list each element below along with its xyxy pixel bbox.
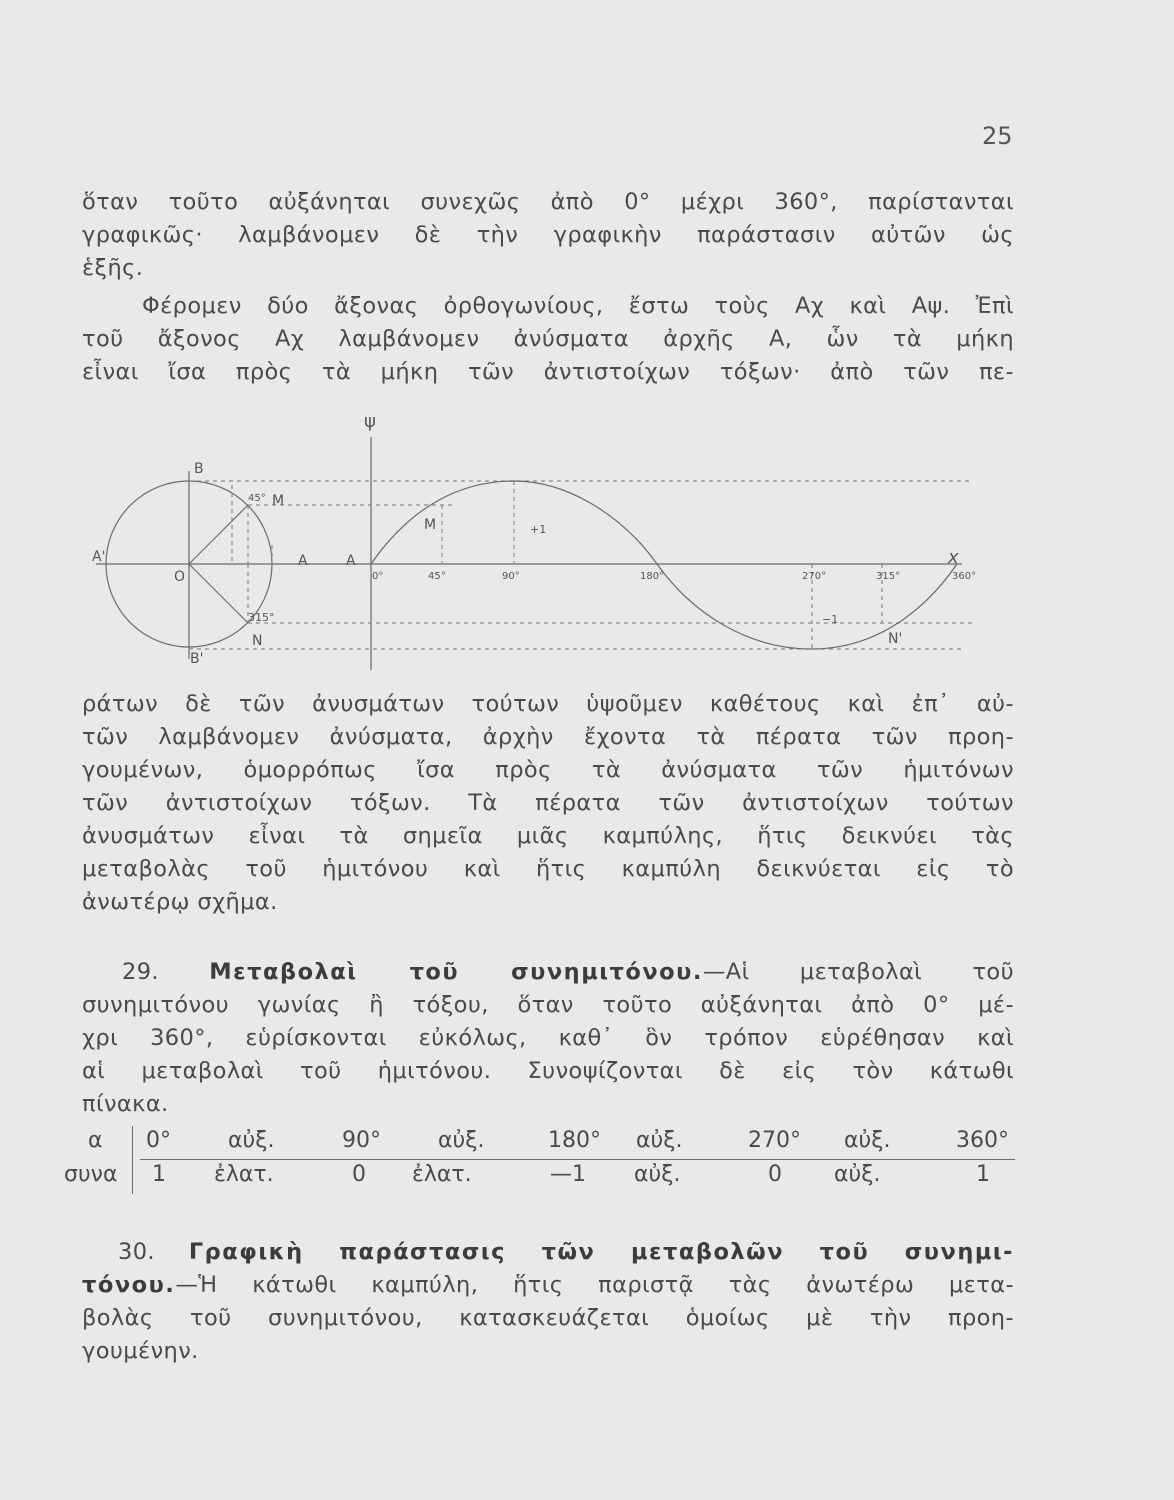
text-line [82, 1269, 1014, 1302]
text-line: τῶν ἀντιστοίχων τόξων. Τὰ πέρατα τῶν ἀντιστοίχων τούτων [82, 790, 1014, 816]
table-cell: 90° [342, 1128, 381, 1153]
tick-90: 90° [502, 571, 520, 582]
paragraph-intro [82, 186, 1014, 285]
table-cell: ἐλατ. [214, 1162, 274, 1187]
text-line: συνημιτόνου γωνίας ἢ τόξου, ὅταν τοῦτο αὐξάνηται ἀπὸ 0° μέ- [82, 992, 1014, 1018]
label-minus-one: −1 [822, 613, 839, 626]
text-line: γουμένην. [82, 1338, 199, 1364]
table-cell: 0 [352, 1162, 366, 1187]
text-line: πίνακα. [82, 1091, 169, 1117]
text-line: βολὰς τοῦ συνημιτόνου, κατασκευάζεται ὁμοίως μὲ τὴν προη- [82, 1305, 1014, 1331]
label-plus-one: +1 [530, 523, 547, 536]
table-cell: αὐξ. [438, 1128, 485, 1153]
sine-curve-figure [82, 405, 1014, 685]
table-cell: 360° [956, 1128, 1009, 1153]
text-line: αἱ μεταβολαὶ τοῦ ἡμιτόνου. Συνοψίζονται δὲ εἰς τὸν κάτωθι [82, 1058, 1014, 1084]
tick-360: 360° [952, 571, 977, 582]
text-line: τῶν λαμβάνομεν ἀνύσματα, ἀρχὴν ἔχοντα τὰ πέρατα τῶν προη- [82, 724, 1014, 750]
paragraph-construction [82, 688, 1014, 919]
section-30-title: Γραφικὴ παράστασις τῶν μεταβολῶν τοῦ συνημι- [188, 1239, 1015, 1265]
tick-45: 45° [428, 571, 446, 582]
table-cell: 1 [976, 1162, 990, 1187]
table-cell: α [88, 1128, 103, 1153]
paragraph-axes [82, 290, 1014, 389]
text-line: εἶναι ἴσα πρὸς τὰ μήκη τῶν ἀντιστοίχων τόξων· ἀπὸ τῶν πε- [82, 359, 1014, 385]
text-line: ἀνυσμάτων εἶναι τὰ σημεῖα μιᾶς καμπύλης, ἥτις δεικνύει τὰς [82, 823, 1014, 849]
table-cell: αὐξ. [844, 1128, 891, 1153]
tick-315: 315° [876, 571, 901, 582]
text-line: ράτων δὲ τῶν ἀνυσμάτων τούτων ὑψοῦμεν καθέτους καὶ ἐπ᾽ αὐ- [82, 691, 1014, 717]
table-row-alpha [60, 1126, 1015, 1160]
section-30-title-cont: τόνου. [82, 1272, 176, 1298]
label-B-prime: B' [190, 651, 204, 667]
tick-270: 270° [802, 571, 827, 582]
radius-45 [189, 505, 248, 564]
text-line: μεταβολὰς τοῦ ἡμιτόνου καὶ ἥτις καμπύλη δεικνύεται εἰς τὸ [82, 856, 1014, 882]
tick-0: 0° [372, 571, 384, 582]
text-line: χρι 360°, εὑρίσκονται εὐκόλως, καθ᾽ ὃν τρόπον εὑρέθησαν καὶ [82, 1025, 1014, 1051]
section-29-number: 29. [122, 959, 159, 985]
label-A-circle: A [298, 553, 308, 569]
text-line: γουμένων, ὁμορρόπως ἴσα πρὸς τὰ ἀνύσματα τῶν ἡμιτόνων [82, 757, 1014, 783]
table-cell: ἐλατ. [412, 1162, 472, 1187]
page-number: 25 [982, 122, 1013, 150]
cosine-variation-table [60, 1126, 1015, 1194]
table-cell: αὐξ. [834, 1162, 881, 1187]
section-30-heading-line [82, 1236, 1014, 1269]
table-cell: αὐξ. [634, 1162, 681, 1187]
section-29-title: Μεταβολαὶ τοῦ συνημιτόνου. [209, 959, 703, 985]
section-29-heading-line [82, 956, 1014, 989]
table-cell: 0° [146, 1128, 171, 1153]
label-N-circle: N [252, 633, 263, 649]
label-A-axis: A [346, 553, 356, 569]
text-line: ἑξῆς. [82, 255, 144, 281]
label-N-curve: N' [888, 631, 903, 647]
label-A-prime: A' [92, 549, 106, 565]
label-angle-45: 45° [248, 493, 266, 504]
section-29-heading-rest: —Αἱ μεταβολαὶ τοῦ [702, 959, 1014, 985]
text-line: τοῦ ἄξονος Αχ λαμβάνομεν ἀνύσματα ἀρχῆς Α, ὧν τὰ μήκη [82, 326, 1014, 352]
text-line: γραφικῶς· λαμβάνομεν δὲ τὴν γραφικὴν παράστασιν αὐτῶν ὡς [82, 222, 1014, 248]
table-cell: 270° [748, 1128, 801, 1153]
label-x: x [948, 547, 959, 568]
label-M-circle: M [272, 493, 285, 509]
table-cell: 180° [548, 1128, 601, 1153]
section-30 [82, 1236, 1014, 1368]
label-B: B [194, 461, 204, 477]
table-cell: 0 [768, 1162, 782, 1187]
text-line: ἀνωτέρῳ σχῆμα. [82, 889, 278, 915]
table-row-cos [60, 1160, 1015, 1194]
section-30-heading-rest: —Ἡ κάτωθι καμπύλη, ἥτις παριστᾷ τὰς ἀνωτέρω μετα- [175, 1272, 1014, 1298]
figure-svg [82, 405, 1014, 685]
label-O: O [174, 569, 186, 585]
label-M-curve: M [424, 517, 437, 533]
table-cell: —1 [550, 1162, 586, 1187]
section-29 [82, 956, 1014, 1121]
table-cell: 1 [152, 1162, 166, 1187]
text-line: ὅταν τοῦτο αὐξάνηται συνεχῶς ἀπὸ 0° μέχρι 360°, παρίστανται [82, 189, 1014, 215]
sine-curve [371, 481, 957, 649]
text-line: Φέρομεν δύο ἄξονας ὀρθογωνίους, ἔστω τοὺς Αχ καὶ Αψ. Ἐπὶ [142, 293, 1014, 319]
section-30-number: 30. [118, 1239, 155, 1265]
label-angle-315: 315° [248, 611, 275, 624]
table-cell: αὐξ. [636, 1128, 683, 1153]
label-psi: ψ [364, 411, 376, 432]
table-cell: αὐξ. [228, 1128, 275, 1153]
table-cell: συνα [64, 1162, 118, 1187]
radius-315 [189, 564, 248, 623]
tick-180: 180° [640, 571, 665, 582]
